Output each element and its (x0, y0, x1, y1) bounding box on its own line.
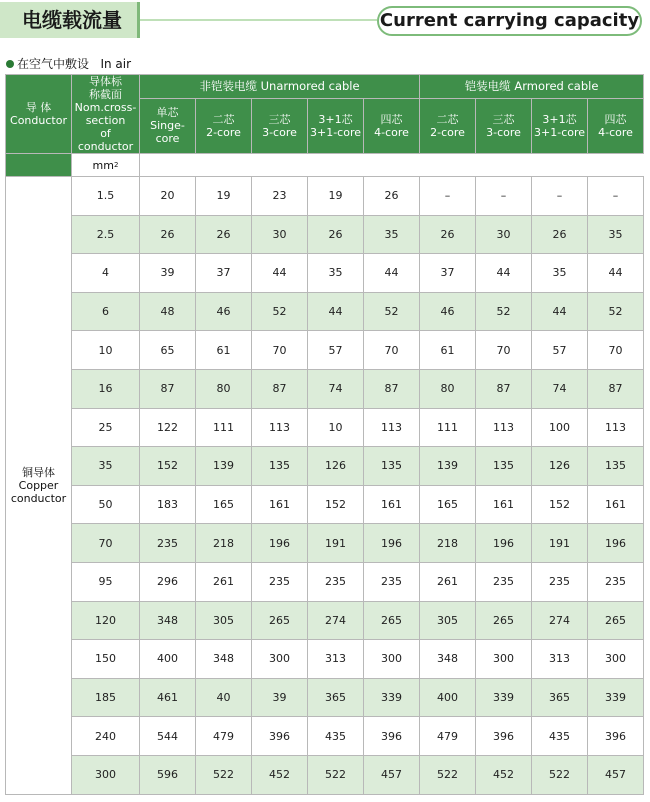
capacity-cell: 26 (532, 215, 588, 254)
capacity-cell: 152 (308, 485, 364, 524)
capacity-table (5, 74, 644, 795)
unit-superscript: 2 (113, 160, 119, 169)
capacity-cell: 135 (364, 447, 420, 486)
table-row (6, 678, 644, 717)
capacity-cell: 87 (252, 369, 308, 408)
conductor-label-en1: Copper (18, 478, 59, 492)
col-en: 3-core (262, 125, 297, 139)
capacity-cell: 400 (140, 640, 196, 679)
capacity-cell: – (476, 177, 532, 216)
capacity-cell: 37 (420, 254, 476, 293)
capacity-cell: 265 (588, 601, 644, 640)
title-bar (0, 2, 650, 38)
capacity-cell: 44 (532, 292, 588, 331)
capacity-cell: 300 (364, 640, 420, 679)
table-row (6, 640, 644, 679)
cross-section-cell: 25 (72, 408, 140, 447)
capacity-cell: 544 (140, 717, 196, 756)
capacity-cell: 87 (140, 369, 196, 408)
col-header (420, 98, 476, 153)
conductor-label-en2: conductor (10, 491, 67, 505)
col-en: 4-core (598, 125, 633, 139)
capacity-cell: 70 (476, 331, 532, 370)
capacity-cell: 313 (308, 640, 364, 679)
section-header-en2: section (85, 114, 126, 127)
capacity-cell: 522 (308, 755, 364, 794)
title-english: Current carrying capacity (377, 6, 642, 36)
col-cn: 三芯 (268, 112, 291, 126)
capacity-cell: 365 (532, 678, 588, 717)
capacity-cell: 135 (476, 447, 532, 486)
section-header (72, 75, 140, 154)
cross-section-cell: 70 (72, 524, 140, 563)
capacity-cell: 61 (420, 331, 476, 370)
capacity-cell: 23 (252, 177, 308, 216)
conductor-blank-cell (6, 154, 72, 177)
capacity-cell: 80 (420, 369, 476, 408)
cross-section-cell: 4 (72, 254, 140, 293)
table-row (6, 369, 644, 408)
capacity-cell: 80 (196, 369, 252, 408)
capacity-cell: 218 (196, 524, 252, 563)
capacity-cell: 100 (532, 408, 588, 447)
capacity-cell: 165 (420, 485, 476, 524)
capacity-cell: 235 (364, 562, 420, 601)
col-cn: 四芯 (380, 112, 403, 126)
capacity-cell: 35 (308, 254, 364, 293)
capacity-cell: 139 (420, 447, 476, 486)
capacity-cell: 37 (196, 254, 252, 293)
table-row (6, 717, 644, 756)
capacity-cell: 479 (420, 717, 476, 756)
capacity-cell: 196 (252, 524, 308, 563)
title-divider (140, 19, 377, 21)
cross-section-cell: 185 (72, 678, 140, 717)
capacity-cell: 44 (476, 254, 532, 293)
cross-section-cell: 95 (72, 562, 140, 601)
capacity-cell: 522 (196, 755, 252, 794)
capacity-cell: 457 (588, 755, 644, 794)
table-row (6, 292, 644, 331)
table-row (6, 601, 644, 640)
capacity-cell: 126 (532, 447, 588, 486)
subtitle-chinese: 在空气中敷设 (17, 57, 90, 71)
capacity-cell: 339 (476, 678, 532, 717)
capacity-cell: 396 (476, 717, 532, 756)
capacity-cell: 52 (476, 292, 532, 331)
table-row (6, 177, 644, 216)
capacity-cell: 65 (140, 331, 196, 370)
capacity-cell: 74 (532, 369, 588, 408)
capacity-cell: 139 (196, 447, 252, 486)
capacity-cell: 87 (364, 369, 420, 408)
col-header (308, 98, 364, 153)
capacity-cell: 30 (252, 215, 308, 254)
col-en: 3+1-core (309, 125, 361, 139)
capacity-cell: 348 (420, 640, 476, 679)
capacity-cell: 461 (140, 678, 196, 717)
col-en: 2-core (430, 125, 465, 139)
cross-section-cell: 1.5 (72, 177, 140, 216)
capacity-cell: 135 (252, 447, 308, 486)
capacity-cell: 39 (140, 254, 196, 293)
col-en: 2-core (206, 125, 241, 139)
capacity-cell: 196 (364, 524, 420, 563)
capacity-cell: 135 (588, 447, 644, 486)
capacity-cell: 44 (364, 254, 420, 293)
capacity-cell: 235 (308, 562, 364, 601)
col-cn: 三芯 (492, 112, 515, 126)
capacity-cell: 305 (196, 601, 252, 640)
capacity-cell: 113 (364, 408, 420, 447)
col-cn: 二芯 (436, 112, 459, 126)
capacity-cell: 70 (588, 331, 644, 370)
col-header (476, 98, 532, 153)
capacity-cell: 113 (476, 408, 532, 447)
capacity-cell: 165 (196, 485, 252, 524)
col-en: 3-core (486, 125, 521, 139)
capacity-cell: 300 (476, 640, 532, 679)
capacity-cell: 235 (476, 562, 532, 601)
subtitle-english: In air (100, 57, 132, 71)
capacity-cell: 479 (196, 717, 252, 756)
capacity-cell: 365 (308, 678, 364, 717)
section-header-en1: Nom.cross- (74, 101, 137, 114)
capacity-cell: 26 (140, 215, 196, 254)
cross-section-cell: 120 (72, 601, 140, 640)
capacity-cell: 161 (252, 485, 308, 524)
capacity-cell: 35 (532, 254, 588, 293)
capacity-cell: 348 (140, 601, 196, 640)
capacity-cell: 435 (532, 717, 588, 756)
col-header (588, 98, 644, 153)
table-row (6, 215, 644, 254)
capacity-cell: 40 (196, 678, 252, 717)
capacity-cell: 196 (588, 524, 644, 563)
col-header-single (140, 98, 196, 153)
capacity-cell: 87 (588, 369, 644, 408)
cross-section-cell: 10 (72, 331, 140, 370)
capacity-cell: 19 (308, 177, 364, 216)
capacity-cell: 52 (252, 292, 308, 331)
capacity-cell: 218 (420, 524, 476, 563)
capacity-cell: 87 (476, 369, 532, 408)
col-en: 4-core (374, 125, 409, 139)
table-body (6, 177, 644, 795)
conductor-header (6, 75, 72, 154)
col-en: 3+1-core (534, 125, 586, 139)
capacity-cell: 235 (532, 562, 588, 601)
capacity-cell: 235 (252, 562, 308, 601)
capacity-cell: 39 (252, 678, 308, 717)
table-row (6, 254, 644, 293)
capacity-cell: 274 (308, 601, 364, 640)
cross-section-cell: 300 (72, 755, 140, 794)
capacity-cell: 522 (532, 755, 588, 794)
capacity-cell: 191 (308, 524, 364, 563)
col-cn: 3+1芯 (542, 112, 577, 126)
cross-section-cell: 2.5 (72, 215, 140, 254)
capacity-cell: 46 (196, 292, 252, 331)
capacity-cell: 48 (140, 292, 196, 331)
capacity-cell: 296 (140, 562, 196, 601)
capacity-cell: 111 (420, 408, 476, 447)
capacity-cell: 57 (532, 331, 588, 370)
section-header-cn2: 称截面 (89, 88, 122, 101)
table-header (6, 75, 644, 177)
capacity-cell: 57 (308, 331, 364, 370)
capacity-cell: 70 (252, 331, 308, 370)
capacity-cell: 339 (364, 678, 420, 717)
table-row (6, 408, 644, 447)
capacity-cell: 35 (588, 215, 644, 254)
capacity-cell: 235 (588, 562, 644, 601)
bullet-dot-icon (6, 60, 14, 68)
capacity-cell: 452 (476, 755, 532, 794)
armored-group-header: 铠装电缆 Armored cable (420, 75, 644, 99)
capacity-cell: 70 (364, 331, 420, 370)
capacity-cell: 74 (308, 369, 364, 408)
capacity-cell: 122 (140, 408, 196, 447)
table-row (6, 485, 644, 524)
capacity-cell: 46 (420, 292, 476, 331)
capacity-cell: 126 (308, 447, 364, 486)
capacity-cell: 44 (308, 292, 364, 331)
capacity-cell: 111 (196, 408, 252, 447)
col-header (196, 98, 252, 153)
cross-section-cell: 240 (72, 717, 140, 756)
capacity-cell: 261 (420, 562, 476, 601)
capacity-cell: 10 (308, 408, 364, 447)
capacity-cell: 396 (588, 717, 644, 756)
capacity-cell: 161 (476, 485, 532, 524)
capacity-cell: 522 (420, 755, 476, 794)
capacity-cell: 457 (364, 755, 420, 794)
unit-spacer (140, 154, 644, 177)
capacity-cell: 44 (252, 254, 308, 293)
capacity-cell: 161 (588, 485, 644, 524)
capacity-cell: 35 (364, 215, 420, 254)
capacity-cell: 300 (252, 640, 308, 679)
capacity-cell: 44 (588, 254, 644, 293)
capacity-cell: 26 (196, 215, 252, 254)
capacity-cell: 274 (532, 601, 588, 640)
conductor-header-en: Conductor (10, 114, 67, 127)
unit-cell (72, 154, 140, 177)
capacity-cell: 61 (196, 331, 252, 370)
capacity-cell: 265 (252, 601, 308, 640)
capacity-cell: 196 (476, 524, 532, 563)
capacity-cell: 161 (364, 485, 420, 524)
col-header (364, 98, 420, 153)
conductor-header-cn: 导 体 (25, 101, 52, 114)
capacity-cell: 339 (588, 678, 644, 717)
unit-label: mm (92, 158, 114, 172)
capacity-cell: 235 (140, 524, 196, 563)
capacity-cell: 52 (364, 292, 420, 331)
capacity-cell: – (532, 177, 588, 216)
table-row (6, 524, 644, 563)
col-cn: 四芯 (604, 112, 627, 126)
capacity-cell: 305 (420, 601, 476, 640)
cross-section-cell: 150 (72, 640, 140, 679)
capacity-cell: 152 (140, 447, 196, 486)
capacity-cell: 113 (252, 408, 308, 447)
col-single-cn: 单芯 (156, 106, 179, 120)
table-row (6, 447, 644, 486)
col-header (532, 98, 588, 153)
capacity-cell: 20 (140, 177, 196, 216)
capacity-cell: 113 (588, 408, 644, 447)
capacity-cell: 265 (476, 601, 532, 640)
col-single-en1: Singe- (150, 119, 185, 133)
capacity-cell: 30 (476, 215, 532, 254)
section-header-en3: of conductor (77, 127, 134, 153)
capacity-cell: 435 (308, 717, 364, 756)
capacity-cell: 26 (420, 215, 476, 254)
capacity-cell: – (588, 177, 644, 216)
capacity-cell: – (420, 177, 476, 216)
capacity-cell: 400 (420, 678, 476, 717)
capacity-cell: 152 (532, 485, 588, 524)
col-cn: 二芯 (212, 112, 235, 126)
col-cn: 3+1芯 (318, 112, 353, 126)
capacity-cell: 183 (140, 485, 196, 524)
col-single-en2: core (155, 132, 180, 146)
capacity-cell: 19 (196, 177, 252, 216)
conductor-material-cell (6, 177, 72, 795)
unarmored-group-header: 非铠装电缆 Unarmored cable (140, 75, 420, 99)
capacity-cell: 396 (252, 717, 308, 756)
capacity-cell: 300 (588, 640, 644, 679)
capacity-cell: 26 (308, 215, 364, 254)
table-row (6, 755, 644, 794)
table-row (6, 331, 644, 370)
title-chinese: 电缆载流量 (0, 2, 140, 38)
capacity-cell: 191 (532, 524, 588, 563)
capacity-cell: 52 (588, 292, 644, 331)
capacity-cell: 348 (196, 640, 252, 679)
cross-section-cell: 6 (72, 292, 140, 331)
capacity-cell: 313 (532, 640, 588, 679)
cross-section-cell: 16 (72, 369, 140, 408)
capacity-cell: 452 (252, 755, 308, 794)
capacity-cell: 26 (364, 177, 420, 216)
conductor-label-cn: 铜导体 (22, 465, 55, 479)
col-header (252, 98, 308, 153)
cross-section-cell: 35 (72, 447, 140, 486)
cross-section-cell: 50 (72, 485, 140, 524)
capacity-cell: 261 (196, 562, 252, 601)
section-header-cn1: 导体标 (89, 75, 122, 88)
capacity-cell: 396 (364, 717, 420, 756)
capacity-cell: 596 (140, 755, 196, 794)
installation-subtitle (6, 56, 131, 72)
capacity-cell: 265 (364, 601, 420, 640)
table-row (6, 562, 644, 601)
